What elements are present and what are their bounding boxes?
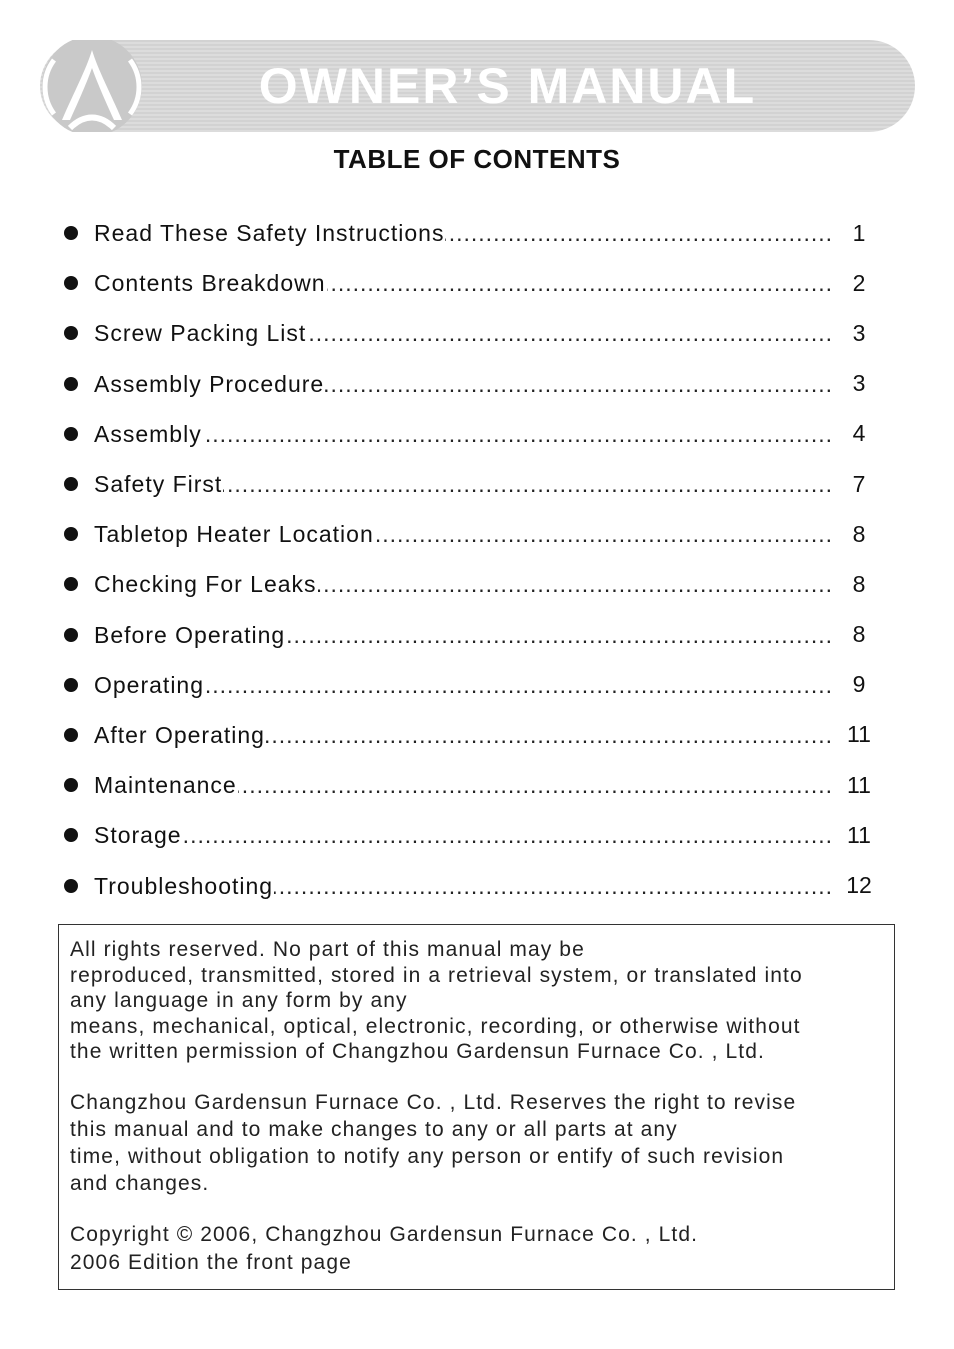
manual-title: OWNER’S MANUAL	[258, 58, 757, 114]
toc-item[interactable]	[64, 559, 884, 609]
bullet-icon	[64, 427, 78, 441]
toc-item[interactable]	[64, 258, 884, 308]
toc-list	[64, 208, 884, 911]
toc-item-label: After Operating	[94, 721, 265, 748]
toc-item-page: 11	[847, 771, 871, 798]
text-line: means, mechanical, optical, electronic, recording, or otherwise without	[70, 1014, 801, 1038]
bullet-icon	[64, 326, 78, 340]
flame-logo-icon	[40, 40, 144, 132]
text-line: All rights reserved. No part of this manual may be	[70, 938, 585, 961]
toc-item-label: Contents Breakdown	[94, 270, 326, 297]
toc-item-label: Tabletop Heater Location	[94, 521, 374, 548]
toc-heading: TABLE OF CONTENTS	[333, 144, 621, 174]
toc-item-page: 11	[847, 821, 871, 848]
text-line: any language in any form by any	[70, 989, 408, 1012]
copyright-notice-box	[58, 924, 895, 1290]
toc-item[interactable]	[64, 459, 884, 509]
toc-item-page: 9	[852, 671, 866, 698]
bullet-icon	[64, 226, 78, 240]
text-line: Copyright © 2006, Changzhou Gardensun Furnace Co. , Ltd.	[70, 1222, 699, 1246]
toc-item-page: 8	[852, 621, 866, 648]
bullet-icon	[64, 678, 78, 692]
toc-item-page: 7	[852, 470, 866, 497]
toc-item[interactable]	[64, 509, 884, 559]
text-line: Changzhou Gardensun Furnace Co. , Ltd. Reserves the right to revise	[70, 1090, 797, 1114]
bullet-icon	[64, 276, 78, 290]
bullet-icon	[64, 628, 78, 642]
toc-item[interactable]	[64, 208, 884, 258]
bullet-icon	[64, 577, 78, 591]
bullet-icon	[64, 377, 78, 391]
toc-item-label: Operating	[94, 671, 205, 698]
toc-item-page: 11	[847, 721, 871, 748]
bullet-icon	[64, 527, 78, 541]
toc-item-label: Screw Packing List	[94, 320, 307, 347]
toc-item[interactable]	[64, 760, 884, 810]
toc-item-page: 8	[852, 520, 866, 547]
toc-item-label: Maintenance	[94, 772, 237, 799]
toc-item[interactable]	[64, 710, 884, 760]
copyright-paragraph	[70, 1221, 883, 1277]
title-banner	[40, 40, 915, 132]
toc-item[interactable]	[64, 660, 884, 710]
toc-item-label: Before Operating	[94, 621, 286, 648]
toc-item[interactable]	[64, 359, 884, 409]
toc-item-label: Storage	[94, 822, 182, 849]
bullet-icon	[64, 879, 78, 893]
toc-item-label: Troubleshooting	[94, 872, 274, 899]
toc-item[interactable]	[64, 610, 884, 660]
text-line: reproduced, transmitted, stored in a retrieval system, or translated into	[70, 963, 803, 987]
toc-item[interactable]	[64, 308, 884, 358]
toc-item-label: Checking For Leaks	[94, 571, 317, 598]
toc-item[interactable]	[64, 860, 884, 910]
toc-item[interactable]	[64, 409, 884, 459]
bullet-icon	[64, 778, 78, 792]
toc-item[interactable]	[64, 810, 884, 860]
toc-item-page: 4	[852, 420, 866, 447]
bullet-icon	[64, 828, 78, 842]
text-line: time, without obligation to notify any person or entify of such revision	[70, 1144, 785, 1168]
toc-item-page: 8	[852, 570, 866, 597]
text-line: this manual and to make changes to any or all parts at any	[70, 1117, 678, 1141]
text-line: the written permission of Changzhou Gardensun Furnace Co. , Ltd.	[70, 1040, 765, 1063]
rights-paragraph	[70, 937, 883, 1065]
toc-item-page: 3	[852, 319, 866, 346]
bullet-icon	[64, 728, 78, 742]
toc-item-label: Safety First	[94, 471, 223, 498]
toc-item-page: 12	[846, 872, 872, 899]
toc-item-label: Assembly	[94, 420, 202, 447]
toc-item-page: 3	[852, 370, 866, 397]
toc-item-page: 2	[852, 269, 866, 296]
text-line: 2006 Edition the front page	[70, 1250, 352, 1274]
bullet-icon	[64, 477, 78, 491]
toc-item-label: Read These Safety Instructions	[94, 220, 445, 247]
text-line: and changes.	[70, 1171, 210, 1195]
toc-item-page: 1	[852, 219, 866, 246]
toc-item-label: Assembly Procedure	[94, 370, 325, 397]
revise-paragraph	[70, 1089, 883, 1197]
